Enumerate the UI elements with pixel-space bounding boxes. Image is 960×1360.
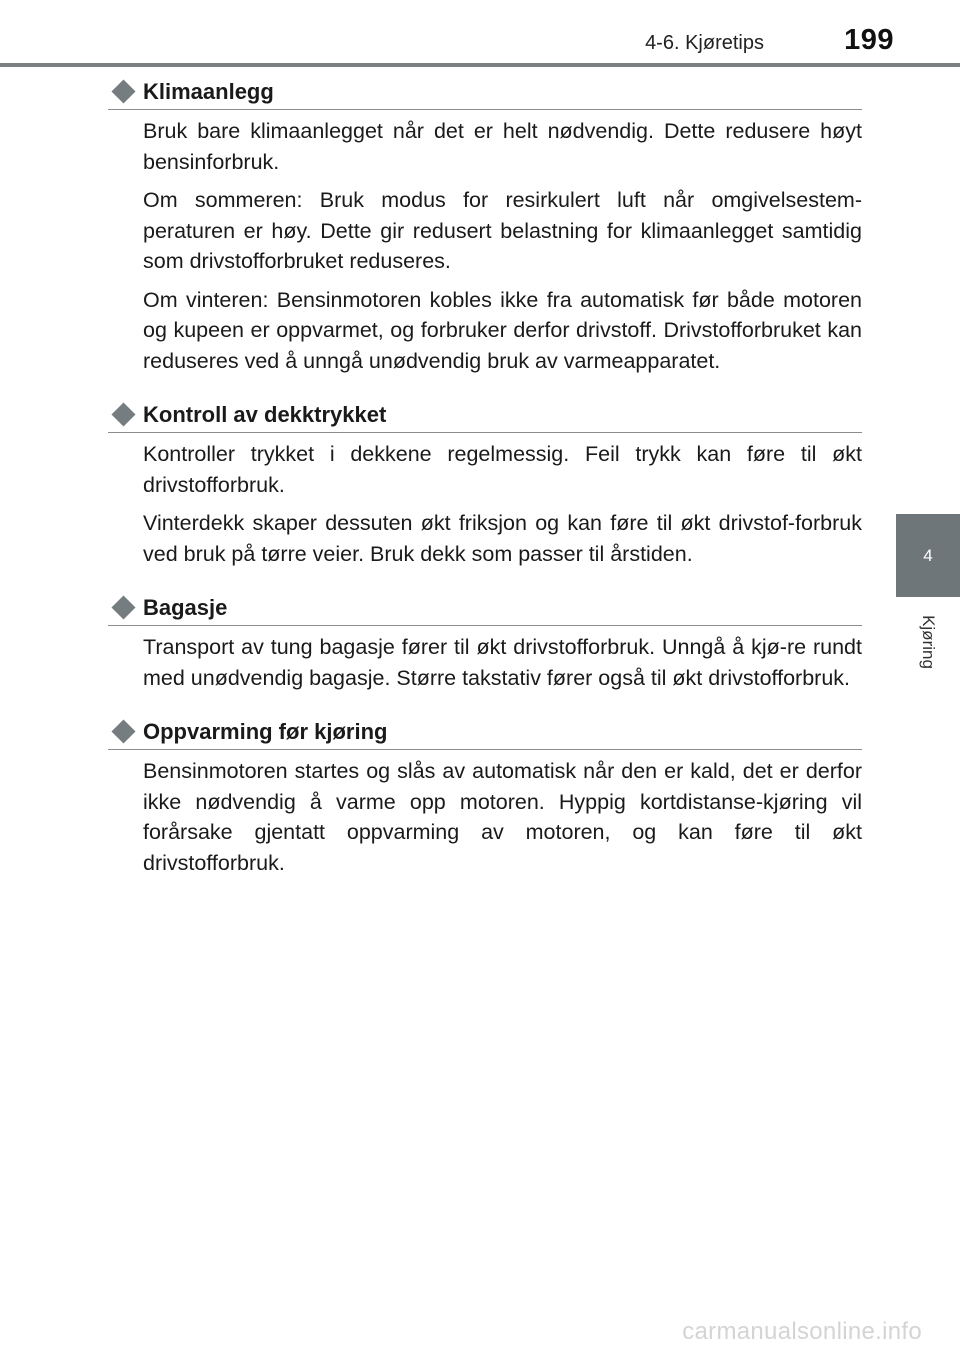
chapter-tab-number: 4	[923, 545, 933, 565]
section-heading	[108, 590, 862, 626]
paragraph: Om vinteren: Bensinmotoren kobles ikke fra automatisk før både motoren og kupeen er oppvarmet, og forbruker derfor drivstoff. Drivstofforbruket kan reduseres ved å unngå unødvendig bruk av varmeapparatet.	[143, 287, 862, 373]
paragraph: Vinterdekk skaper dessuten økt friksjon og kan føre til økt drivstof-forbruk ved bruk på tørre veier. Bruk dekk som passer til årstiden.	[143, 511, 862, 566]
section-title: Kontroll av dekktrykket	[143, 401, 387, 427]
chapter-tab	[896, 514, 960, 597]
paragraph: Bruk bare klimaanlegget når det er helt nødvendig. Dette redusere høyt bensinforbruk.	[143, 119, 862, 174]
paragraph: Om sommeren: Bruk modus for resirkulert luft når omgivelsestem-peraturen er høy. Dette gir redusert belastning for klimaanlegget samtidig som drivstofforbruket reduseres.	[143, 188, 862, 273]
section-heading	[108, 397, 862, 433]
section-title: Klimaanlegg	[143, 78, 274, 104]
section-title: Oppvarming før kjøring	[143, 718, 388, 744]
section-dekktrykk	[108, 397, 862, 569]
watermark: carmanualsonline.info	[682, 1318, 922, 1345]
header-rule	[0, 63, 960, 67]
diamond-bullet-icon	[111, 595, 135, 619]
section-oppvarming	[108, 714, 862, 878]
section-klimaanlegg	[108, 74, 862, 376]
diamond-bullet-icon	[111, 402, 135, 426]
section-heading	[108, 714, 862, 750]
chapter-title: 4-6. Kjøretips	[645, 32, 764, 54]
diamond-bullet-icon	[111, 79, 135, 103]
paragraph: Transport av tung bagasje fører til økt drivstofforbruk. Unngå å kjø-re rundt med unødvendig bagasje. Større takstativ fører også til økt drivstofforbruk.	[143, 635, 862, 690]
paragraph: Bensinmotoren startes og slås av automatisk når den er kald, det er derfor ikke nødvendig å varme opp motoren. Hyppig kortdistanse-kjøring vil forårsake gjentatt oppvarming av motoren, og kan føre til økt drivstofforbruk.	[143, 759, 862, 875]
chapter-tab-label: Kjøring	[919, 615, 938, 669]
section-title: Bagasje	[143, 594, 228, 620]
section-bagasje	[108, 590, 862, 693]
paragraph: Kontroller trykket i dekkene regelmessig. Feil trykk kan føre til økt drivstofforbruk.	[143, 442, 862, 497]
page-content	[108, 74, 862, 899]
section-heading	[108, 74, 862, 110]
diamond-bullet-icon	[111, 719, 135, 743]
page-number: 199	[844, 24, 894, 56]
